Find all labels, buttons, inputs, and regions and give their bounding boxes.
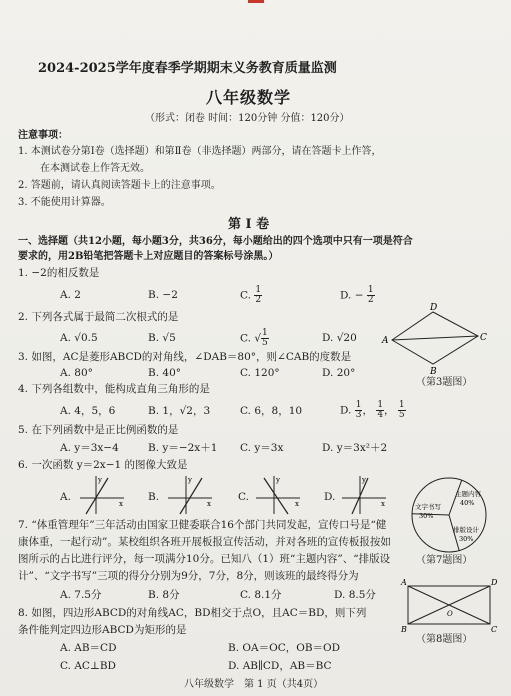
pie-label-theme: 主题内容 [455, 490, 481, 498]
section-instructions-cont: 要求的，用2B铅笔把答题卡上对应题目的答案标号涂黑。） [18, 251, 279, 262]
svg-text:A: A [401, 578, 407, 587]
q7-line-4: 计”、“文字书写”三项的得分分别为9分，7分，8分，则该班的最终得分为 [18, 570, 359, 582]
q5-option-c: C. y＝3x [240, 442, 284, 454]
subject-title: 八年级数学 [206, 88, 292, 107]
svg-text:x: x [119, 500, 123, 508]
note-1: 1. 本测试卷分第Ⅰ卷（选择题）和第Ⅱ卷（非选择题）两部分，请在答题卡上作答， [18, 146, 382, 157]
pie-label-writing: 文字书写 [415, 503, 441, 511]
pie-chart-figure [403, 474, 495, 556]
q3-option-b: B. 40° [148, 367, 182, 379]
q4-stem: 4. 下列各组数中，能构成直角三角形的是 [18, 383, 210, 395]
q7-option-b: B. 8分 [148, 589, 180, 601]
q6-option-c: C. [238, 491, 249, 503]
q1-option-a: A. 2 [60, 289, 81, 301]
q4-option-c: C. 6，8，10 [240, 405, 303, 417]
pie-pct-layout: 30% [459, 535, 474, 543]
pie-pct-theme: 40% [460, 499, 475, 507]
svg-text:x: x [381, 500, 385, 508]
q8-option-a: A. AB＝CD [60, 642, 117, 654]
svg-text:x: x [295, 500, 299, 508]
svg-text:x: x [207, 500, 211, 508]
q8-option-c: C. AC⊥BD [60, 660, 116, 672]
q6-option-d: D. [324, 491, 336, 503]
part1-title: 第 I 卷 [228, 217, 270, 232]
q1-stem: 1. −2的相反数是 [18, 267, 100, 279]
rhombus-label-b: B [430, 367, 437, 377]
q8-line-2: 条件能判定四边形ABCD为矩形的是 [18, 624, 187, 636]
q1-option-b: B. −2 [148, 289, 178, 301]
q8-option-d: D. AB∥CD，AB＝BC [228, 660, 332, 672]
svg-text:B: B [401, 625, 407, 632]
notes-title: 注意事项： [18, 130, 68, 141]
q6-graph-b [166, 474, 214, 516]
q6-option-b: B. [148, 491, 160, 503]
q2-option-d: D. √20 [322, 332, 357, 344]
q4-option-b: B. 1，√2，3 [148, 405, 211, 417]
q7-option-a: A. 7.5分 [60, 589, 102, 601]
q6-option-a: A. [60, 491, 71, 503]
q6-stem: 6. 一次函数 y＝2x−1 的图像大致是 [18, 459, 188, 471]
note-2: 2. 答题前，请认真阅读答题卡上的注意事项。 [18, 180, 221, 191]
exam-info: （形式：闭卷 时间：120分钟 分值：120分） [145, 113, 350, 124]
svg-text:y: y [188, 476, 192, 484]
fig8-caption: （第8题图） [416, 634, 473, 645]
svg-text:O: O [447, 610, 453, 618]
fig3-caption: （第3题图） [416, 377, 473, 388]
rhombus-label-c: C [480, 333, 487, 343]
q3-option-d: D. 20° [322, 367, 356, 379]
q3-option-c: C. 120° [240, 367, 280, 379]
rectangle-figure [398, 576, 498, 632]
q4-option-a: A. 4，5，6 [60, 405, 116, 417]
q8-line-1: 8. 如图，四边形ABCD的对角线AC，BD相交于点O，且AC＝BD，则下列 [18, 607, 367, 619]
q5-option-a: A. y＝3x−4 [60, 442, 119, 454]
q2-option-c: C. √ $\frac{1}{5}$ [240, 328, 268, 348]
pie-pct-writing: 30% [419, 512, 434, 520]
svg-text:y: y [98, 476, 102, 484]
exam-title: 2024-2025学年度春季学期期末义务教育质量监测 [38, 61, 337, 76]
q6-graph-d [340, 474, 388, 516]
page-footer: 八年级数学 第 1 页（共4页） [184, 679, 324, 690]
q7-option-d: D. 8.5分 [334, 589, 376, 601]
q7-line-1: 7. “体重管理年”三年活动由国家卫健委联合16个部门共同发起，宣传口号是“健 [18, 519, 387, 531]
rhombus-label-a: A [382, 336, 389, 346]
q7-line-3: 图所示的占比进行评分，每一项满分10分。已知八（1）班“主题内容”、“排版设 [18, 553, 391, 565]
q6-graph-c [254, 474, 302, 516]
q2-option-a: A. √0.5 [60, 332, 98, 344]
q4-option-d: D. $\frac{1}{3}$ ， $\frac{1}{4}$ ， $\frac{1}{5}$ [340, 400, 405, 420]
svg-text:C: C [491, 625, 498, 632]
pie-label-layout: 排版设计 [453, 526, 479, 534]
svg-text:D: D [491, 578, 498, 587]
q5-stem: 5. 在下列函数中是正比例函数的是 [18, 424, 179, 436]
q8-option-b: B. OA＝OC，OB＝OD [228, 642, 341, 654]
fig7-caption: （第7题图） [416, 555, 473, 566]
q2-option-b: B. √5 [148, 332, 176, 344]
rhombus-diagonal-ac [392, 336, 478, 340]
q5-option-d: D. y＝3x²＋2 [322, 442, 388, 454]
q1-option-d: D. − $\frac{1}{2}$ [340, 285, 374, 305]
q3-stem: 3. 如图，AC是菱形ABCD的对角线，∠DAB＝80°，则∠CAB的度数是 [18, 351, 352, 363]
q3-option-a: A. 80° [60, 367, 93, 379]
q5-option-b: B. y＝−2x＋1 [148, 442, 218, 454]
q2-stem: 2. 下列各式属于最简二次根式的是 [18, 311, 179, 323]
q1-option-c: C. $\frac{1}{2}$ [240, 285, 262, 305]
q7-line-2: 康体重，一起行动”。某校组织各班开展板报宣传活动，并对各班的宣传板报按如 [18, 536, 391, 548]
q7-option-c: C. 8.1分 [240, 589, 282, 601]
section-instructions: 一、选择题（共12小题，每小题3分，共36分，每小题给出的四个选项中只有一项是符合 [18, 236, 413, 247]
q6-graph-a [78, 474, 126, 516]
rhombus-label-d: D [430, 303, 438, 313]
svg-text:y: y [276, 476, 280, 484]
top-red-mark [248, 0, 264, 3]
note-3: 3. 不能使用计算器。 [18, 197, 111, 208]
note-1-cont: 在本测试卷上作答无效。 [40, 163, 150, 174]
svg-text:y: y [362, 476, 366, 484]
